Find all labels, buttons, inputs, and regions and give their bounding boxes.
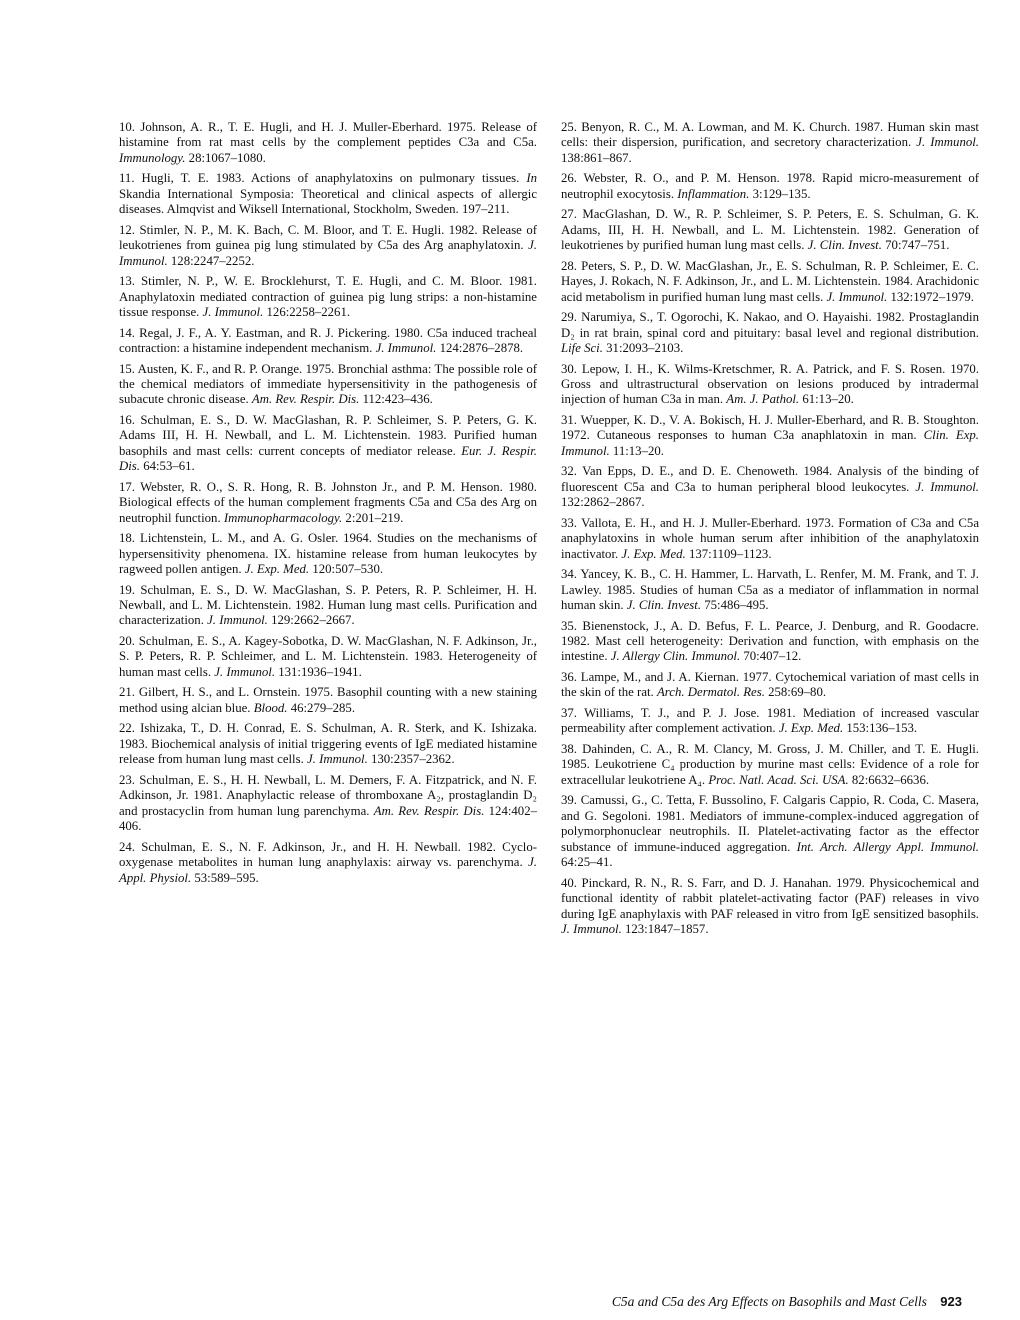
reference-citation: 31:2093–2103. [606,341,684,356]
reference-text: Lepow, I. H., K. Wilms-Kretschmer, R. A. Patrick, and F. S. Rosen. 1970. Gross and ultrastructural observation on lesions produced by intradermal injection of human C3a in man. [561,361,979,407]
reference-entry [119,840,537,886]
reference-number: 28. [561,258,577,273]
reference-number: 32. [561,464,577,479]
reference-citation: 124:402–406. [119,803,538,834]
reference-citation: 138:861–867. [561,150,632,165]
reference-entry [561,793,979,870]
reference-number: 33. [561,515,577,530]
reference-journal: In [526,171,537,186]
reference-entry [561,619,979,665]
reference-citation: 123:1847–1857. [624,921,709,936]
reference-entry [119,326,537,357]
reference-number: 29. [561,310,577,325]
reference-number: 31. [561,413,577,428]
reference-text: Benyon, R. C., M. A. Lowman, and M. K. Church. 1987. Human skin mast cells: their dispersion, purification, and secretory characterization. [561,120,979,150]
reference-number: 15. [119,361,135,376]
reference-number: 39. [561,793,577,808]
reference-citation: 112:423–436. [362,392,433,407]
reference-citation: 46:279–285. [290,700,356,715]
reference-entry [561,171,979,202]
reference-number: 38. [561,742,577,757]
reference-citation: Skandia International Symposia: Theoretical and clinical aspects of allergic diseases. Almqvist and Wiksell International, Stockholm, Sweden. 197–211. [119,186,537,217]
reference-citation: 11:13–20. [612,443,664,458]
reference-citation: 75:486–495. [704,598,769,613]
reference-citation: 53:589–595. [194,870,259,885]
reference-entry [119,480,537,526]
reference-text: Williams, T. J., and P. J. Jose. 1981. Mediation of increased vascular permeability after complement activation. [561,706,980,736]
reference-citation: 258:69–80. [768,685,827,700]
reference-entry [119,583,537,629]
reference-number: 10. [119,120,135,134]
reference-text: Narumiya, S., T. Ogorochi, K. Nakao, and O. Hayaishi. 1982. Prostaglandin D₂ in rat brain, spinal cord and pituitary: basal level and regional distribution. [561,310,979,340]
reference-entry [119,413,537,475]
running-title: C5a and C5a des Arg Effects on Basophils and Mast Cells [611,1294,927,1309]
reference-journal: J. Immunol. [561,921,622,936]
reference-number: 17. [119,479,135,494]
reference-entry [561,742,979,788]
reference-citation: 64:25–41. [561,855,613,870]
reference-text: Webster, R. O., S. R. Hong, R. B. Johnston Jr., and P. M. Henson. 1980. Biological effects of the human complement fragments C5a and C5a des Arg on neutrophil function. [119,479,538,525]
reference-entry [561,516,979,562]
reference-number: 37. [561,706,577,721]
reference-journal: Immunopharmacology. [223,510,343,525]
reference-journal: Inflammation. [677,186,750,201]
reference-citation: 129:2662–2667. [271,613,355,628]
reference-number: 20. [119,634,135,649]
reference-entry [119,721,537,767]
reference-entry [119,773,537,835]
reference-number: 19. [119,582,135,597]
reference-journal: Int. Arch. Allergy Appl. Immunol. [796,839,979,854]
reference-journal: Blood. [253,700,288,715]
reference-citation: 128:2247–2252. [170,253,255,268]
reference-text: Webster, R. O., and P. M. Henson. 1978. Rapid micro-measurement of neutrophil exocytosis. [561,171,980,201]
reference-journal: Am. Rev. Respir. Dis. [251,392,360,407]
reference-number: 18. [119,531,135,546]
reference-journal: Eur. J. Respir. Dis. [119,443,537,474]
reference-entry [561,259,979,305]
reference-journal: Am. J. Pathol. [726,392,800,407]
reference-citation: 132:1972–1979. [890,289,975,304]
reference-entry [119,120,537,166]
reference-citation: 61:13–20. [802,392,854,407]
reference-text: Schulman, E. S., D. W. MacGlashan, S. P. Peters, R. P. Schleimer, H. H. Newball, and L. M. Lichtenstein. 1982. Human lung mast cells. Purification and characterization. [119,582,538,628]
reference-text: Regal, J. F., A. Y. Eastman, and R. J. Pickering. 1980. C5a induced tracheal contraction: a histamine independent mechanism. [119,325,537,356]
page-number: 923 [940,1294,962,1309]
reference-citation: 131:1936–1941. [278,664,362,679]
reference-entry [119,171,537,217]
reference-citation: 2:201–219. [345,510,404,525]
reference-number: 13. [119,274,135,289]
reference-text: Wuepper, K. D., V. A. Bokisch, H. J. Muller-Eberhard, and R. B. Stoughton. 1972. Cutaneous responses to human C3a anaphlatoxin in man. [561,413,979,443]
reference-journal: J. Immunol. [915,479,979,494]
reference-journal: Am. Rev. Respir. Dis. [373,803,485,818]
reference-journal: Immunology. [119,150,186,165]
reference-entry [119,685,537,716]
reference-citation: 82:6632–6636. [851,772,930,787]
reference-number: 34. [561,567,577,582]
reference-text: Bienenstock, J., A. D. Befus, F. L. Pearce, J. Denburg, and R. Goodacre. 1982. Mast cell heterogeneity: Derivation and function, with emphasis on the intestine. [561,618,979,664]
reference-text: Pinckard, R. N., R. S. Farr, and D. J. Hanahan. 1979. Physicochemical and functional identity of rabbit platelet-activating factor (PAF) releases in vivo during IgE anaphylaxis with PAF released in vitro from IgE sensitized basophils. [561,875,980,921]
reference-text: Schulman, E. S., D. W. MacGlashan, R. P. Schleimer, S. P. Peters, G. K. Adams III, H. H. Newball, and L. M. Lichtenstein. 1983. Purified human basophils and mast cells: current concepts of mediator release. [119,413,538,458]
reference-text: Camussi, G., C. Tetta, F. Bussolino, F. Calgaris Cappio, R. Coda, C. Masera, and G. Segoloni. 1981. Mediators of immune-complex-induced aggregation of polymorphonuclear neutrophils. II. Platelet-activating factor as the effector substance of immune-induced aggregation. [561,793,979,854]
reference-entry [561,310,979,356]
reference-journal: J. Immunol. [375,341,437,356]
reference-journal: Proc. Natl. Acad. Sci. USA. [708,772,849,787]
reference-journal: J. Clin. Invest. [807,238,882,253]
reference-text: Stimler, N. P., W. E. Brocklehurst, T. E. Hugli, and C. M. Bloor. 1981. Anaphylatoxin mediated contraction of guinea pig lung strips: a non-histamine tissue response. [119,274,538,320]
reference-text: Hugli, T. E. 1983. Actions of anaphylatoxins on pulmonary tissues. [141,171,520,186]
reference-text: Dahinden, C. A., R. M. Clancy, M. Gross, J. M. Chiller, and T. E. Hugli. 1985. Leukotriene C₄ production by murine mast cells: Evidence of a role for extracellular leukotriene A₄. [561,742,980,787]
reference-citation: 3:129–135. [752,186,811,201]
reference-number: 27. [561,207,577,222]
reference-journal: J. Immunol. [207,613,268,628]
reference-journal: Life Sci. [561,341,603,356]
reference-text: Johnson, A. R., T. E. Hugli, and H. J. Muller-Eberhard. 1975. Release of histamine from rat mast cells by the complement peptides C3a and C5a. [119,120,537,150]
reference-entry [561,120,979,166]
reference-text: Ishizaka, T., D. H. Conrad, E. S. Schulman, A. R. Sterk, and K. Ishizaka. 1983. Biochemical analysis of initial triggering events of IgE mediated histamine release from human lung mast cells. [119,721,537,767]
reference-text: Schulman, E. S., H. H. Newball, L. M. Demers, F. A. Fitzpatrick, and N. F. Adkinson, Jr. 1981. Anaphylactic release of thromboxane A₂, prostaglandin D₂ and prostacyclin from human lung parenchyma. [119,772,538,818]
reference-number: 30. [561,361,577,376]
reference-entry [119,362,537,408]
reference-entry [119,634,537,680]
reference-number: 40. [561,875,577,890]
reference-journal: J. Exp. Med. [778,721,844,736]
reference-entry [561,876,979,938]
reference-text: Schulman, E. S., N. F. Adkinson, Jr., and H. H. Newball. 1982. Cyclo-oxygenase metabolites in human lung anaphylaxis: airway vs. parenchyma. [119,839,537,870]
reference-journal: J. Immunol. [119,238,538,268]
reference-citation: 124:2876–2878. [439,341,524,356]
reference-number: 22. [119,721,135,736]
page-footer [612,1294,962,1310]
reference-column-right [561,120,979,943]
reference-journal: J. Exp. Med. [244,562,310,577]
reference-number: 16. [119,413,135,428]
reference-text: Van Epps, D. E., and D. E. Chenoweth. 1984. Analysis of the binding of fluorescent C5a and C3a to human peripheral blood leukocytes. [561,464,979,494]
reference-number: 36. [561,670,577,685]
reference-journal: J. Clin. Invest. [626,598,702,613]
reference-text: Yancey, K. B., C. H. Hammer, L. Harvath, L. Renfer, M. M. Frank, and T. J. Lawley. 1985. Studies of human C5a as a mediator of inflammation in normal human skin. [561,567,980,613]
reference-text: Lampe, M., and J. A. Kiernan. 1977. Cytochemical variation of mast cells in the skin of the rat. [561,670,979,700]
reference-number: 21. [119,685,135,700]
reference-text: Schulman, E. S., A. Kagey-Sobotka, D. W. MacGlashan, N. F. Adkinson, Jr., S. P. Peters, R. P. Schleimer, and L. M. Lichtenstein. 1983. Heterogeneity of human mast cells. [119,634,537,679]
reference-entry [561,362,979,408]
reference-number: 12. [119,222,135,237]
reference-citation: 126:2258–2261. [266,305,351,320]
reference-number: 14. [119,325,135,340]
reference-entry [119,223,537,269]
reference-journal: J. Immunol. [916,135,979,150]
reference-journal: J. Immunol. [826,289,888,304]
reference-citation: 132:2862–2867. [561,495,645,510]
reference-journal: J. Immunol. [214,664,276,679]
reference-journal: J. Immunol. [307,752,368,767]
reference-entry [119,531,537,577]
reference-entry [561,670,979,701]
reference-citation: 28:1067–1080. [188,150,266,165]
reference-number: 23. [119,772,135,787]
reference-text: Peters, S. P., D. W. MacGlashan, Jr., E. S. Schulman, R. P. Schleimer, E. C. Hayes, J. Rokach, N. F. Adkinson, Jr., and L. M. Lichtenstein. 1984. Arachidonic acid metabolism in purified human lung mast cells. [561,258,979,304]
reference-journal: J. Allergy Clin. Immunol. [610,649,741,664]
reference-citation: 70:407–12. [743,649,802,664]
reference-journal: J. Exp. Med. [621,546,686,561]
reference-text: Lichtenstein, L. M., and A. G. Osler. 1964. Studies on the mechanisms of hypersensitivity phenomena. IX. histamine release from human leukocytes by ragweed pollen antigen. [119,531,538,577]
reference-text: MacGlashan, D. W., R. P. Schleimer, S. P. Peters, E. S. Schulman, G. K. Adams, III, H. H. Newball, and L. M. Lichtenstein. 1982. Generation of leukotrienes by purified human lung mast cells. [561,207,980,253]
reference-citation: 153:136–153. [846,721,918,736]
reference-entry [561,706,979,737]
reference-citation: 137:1109–1123. [688,546,772,561]
reference-citation: 70:747–751. [885,238,950,253]
reference-number: 35. [561,618,577,633]
reference-journal: J. Appl. Physiol. [119,855,537,885]
reference-journal: J. Immunol. [202,305,264,320]
reference-text: Stimler, N. P., M. K. Bach, C. M. Bloor, and T. E. Hugli. 1982. Release of leukotrienes from guinea pig lung stimulated by C5a des Arg anaphylatoxin. [119,222,537,253]
reference-citation: 130:2357–2362. [370,752,455,767]
reference-number: 24. [119,839,135,854]
reference-citation: 120:507–530. [312,562,384,577]
reference-entry [561,413,979,459]
reference-number: 11. [119,171,135,186]
reference-citation: 64:53–61. [143,459,195,474]
reference-text: Vallota, E. H., and H. J. Muller-Eberhard. 1973. Formation of C3a and C5a anaphylatoxins in whole human serum after inhibition of the anaphylatoxin inactivator. [561,515,980,561]
reference-column-left [119,120,537,891]
reference-text: Austen, K. F., and R. P. Orange. 1975. Bronchial asthma: The possible role of the chemical mediators of immediate hypersensitivity in the pathogenesis of subacute chronic disease. [119,361,537,407]
reference-entry [561,464,979,510]
reference-journal: Arch. Dermatol. Res. [656,685,765,700]
reference-journal: Clin. Exp. Immunol. [561,428,979,458]
reference-number: 26. [561,171,577,186]
reference-text: Gilbert, H. S., and L. Ornstein. 1975. Basophil counting with a new staining method using alcian blue. [119,685,538,715]
reference-entry [561,567,979,613]
reference-entry [561,207,979,253]
reference-number: 25. [561,120,577,134]
reference-entry [119,274,537,320]
